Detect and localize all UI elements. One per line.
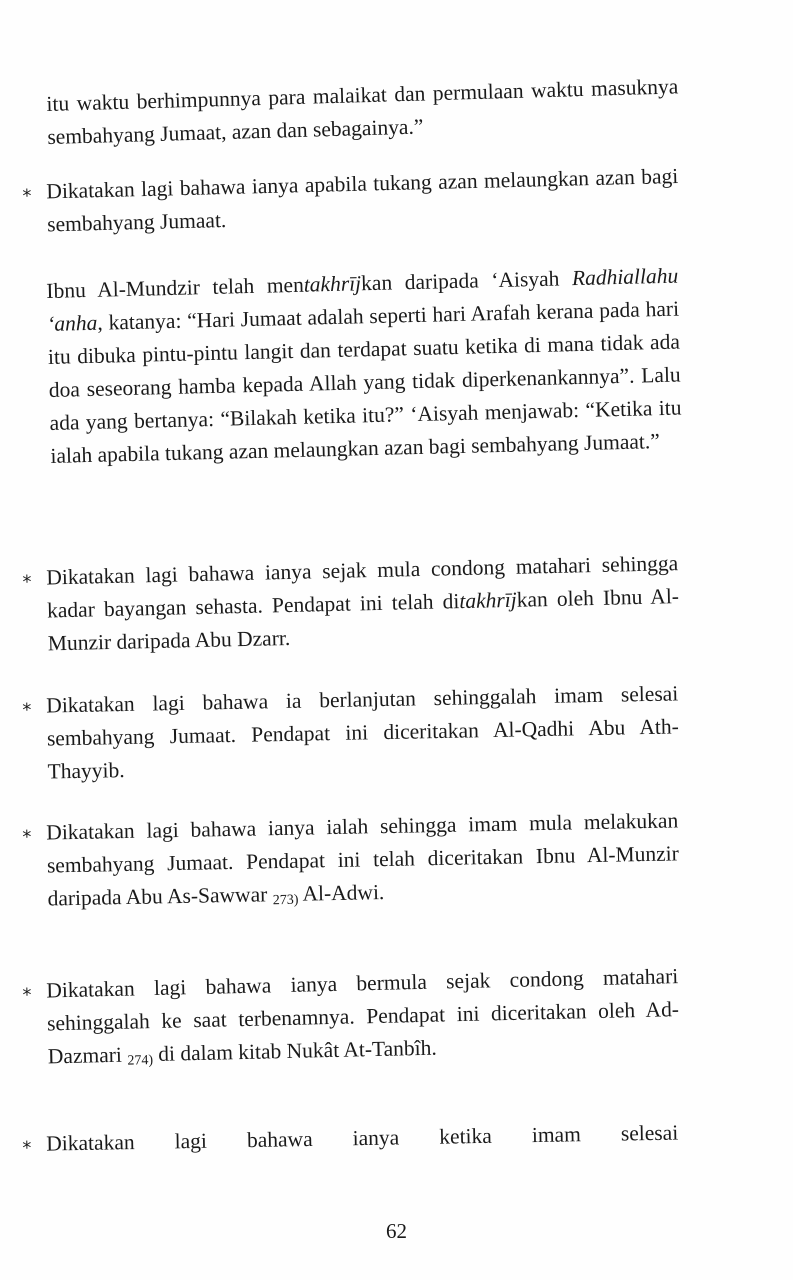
- paragraph-text-part: kan daripada ‘Aisyah: [360, 266, 573, 296]
- bullet-text-part: di dalam kitab Nukât At-Tanbîh.: [152, 1035, 438, 1067]
- bullet-item: [22, 547, 680, 661]
- bullet-text: Dikatakan lagi bahawa ianya apabila tukang azan melaungkan azan bagi sembahyang Jumaat.: [46, 163, 679, 237]
- italic-term: takhrīj: [459, 587, 517, 614]
- bullet-text: [46, 547, 680, 660]
- italic-term: takhrīj: [303, 271, 362, 297]
- paragraph-text-part: , katanya: “Hari Jumaat adalah seperti hari Arafah kerana pada hari itu dibuka pintu-pintu langit dan terdapat suatu ketika di mana tidak ada doa seseorang hamba kepada Allah yang tidak diperkenankannya”. Lalu ada yang bertanya: “Bilakah ketika itu?” ‘Aisyah menjawab: “Ketika itu ialah apabila tukang azan melaungkan azan bagi sembahyang Jumaat.”: [47, 296, 682, 468]
- bullet-star-icon: *: [22, 1137, 32, 1159]
- footnote-ref: 274): [127, 1053, 154, 1069]
- quote-paragraph: [46, 260, 683, 473]
- footnote-ref: 273): [272, 892, 299, 909]
- paragraph-continuation: [46, 70, 680, 154]
- bullet-text-part: Dikatakan lagi bahawa ianya sejak mula condong matahari sehingga kadar bayangan sehasta. Pendapat ini telah di: [46, 551, 679, 623]
- italic-honorific: Radhiallahu ‘anha: [46, 263, 679, 336]
- bullet-star-icon: *: [22, 185, 32, 207]
- bullet-star-icon: *: [22, 826, 32, 848]
- bullet-item: [22, 804, 680, 922]
- bullet-star-icon: *: [22, 984, 32, 1006]
- bullet-item: [22, 960, 680, 1080]
- bullet-text: Dikatakan lagi bahawa ia berlanjutan sehinggalah imam selesai sembahyang Jumaat. Pendapat ini diceritakan Al-Qadhi Abu Ath-Thayyib.: [46, 681, 680, 784]
- page-number: 62: [386, 1219, 407, 1243]
- bullet-text: Dikatakan lagi bahawa ianya ketika imam selesai: [46, 1120, 679, 1156]
- bullet-text-part: Dikatakan lagi bahawa ianya ialah sehingga imam mula melakukan sembahyang Jumaat. Pendapat ini telah diceritakan Ibnu Al-Munzir daripada Abu As-Sawwar: [46, 808, 680, 911]
- bullet-star-icon: *: [22, 699, 32, 721]
- bullet-item: [22, 1117, 678, 1161]
- bullet-text-part: Al-Adwi.: [298, 880, 385, 906]
- paragraph-text-part: Ibnu Al-Mundzir telah men: [46, 272, 305, 303]
- bullet-item: [22, 160, 679, 242]
- bullet-text-part: Dikatakan lagi bahawa ianya bermula sejak condong matahari sehinggalah ke saat terbenamnya. Pendapat ini diceritakan oleh Ad-Dazmari: [46, 964, 680, 1069]
- bullet-text-part: kan oleh Ibnu Al-Munzir daripada Abu Dzarr.: [47, 584, 680, 656]
- bullet-text: [46, 804, 680, 921]
- bullet-item: [22, 677, 680, 789]
- bullet-text: [46, 960, 680, 1079]
- bullet-star-icon: *: [22, 571, 32, 593]
- paragraph-text: itu waktu berhimpunnya para malaikat dan permulaan waktu masuknya sembahyang Jumaat, azan dan sebagainya.”: [46, 74, 679, 149]
